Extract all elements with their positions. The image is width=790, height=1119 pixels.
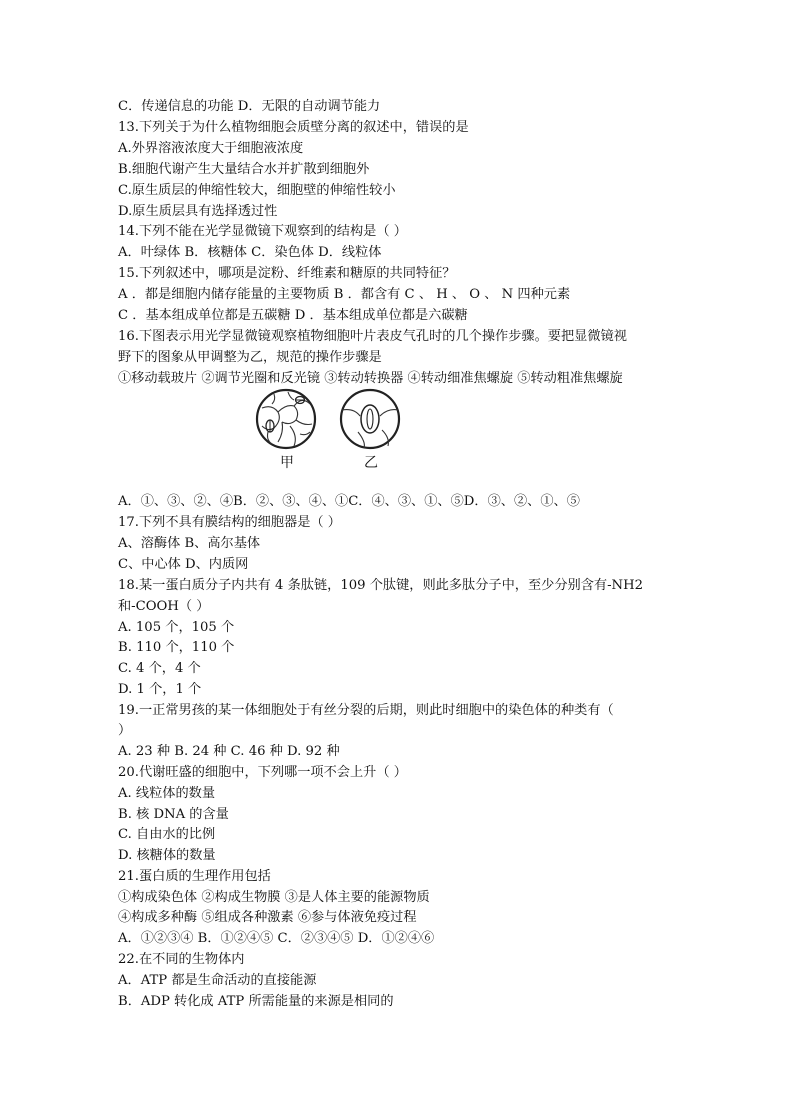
question-18: 18.某一蛋白质分子内共有 4 条肽链，109 个肽键，则此多肽分子中，至少分别含有-NH2	[118, 578, 643, 593]
option-line: A．①②③④ B．①②④⑤ C．②③④⑤ D．①②④⑥	[118, 931, 435, 946]
text-line: ①构成染色体 ②构成生物膜 ③是人体主要的能源物质	[118, 890, 430, 905]
option-line: D. 核糖体的数量	[118, 848, 216, 863]
option-line: C. 自由水的比例	[118, 827, 216, 842]
option-line: C ．基本组成单位都是五碳糖 D ．基本组成单位都是六碳糖	[118, 308, 468, 323]
question-14: 14.下列不能在光学显微镜下观察到的结构是（ ）	[118, 224, 407, 239]
option-line: A、溶酶体 B、高尔基体	[118, 536, 261, 551]
text-line: 和-COOH（ ）	[118, 599, 210, 614]
microscope-views-diagram	[254, 386, 414, 456]
question-22: 22.在不同的生物体内	[118, 952, 245, 967]
text-line: C．传递信息的功能 D．无限的自动调节能力	[118, 99, 381, 114]
option-line: A. 23 种 B. 24 种 C. 46 种 D. 92 种	[118, 744, 340, 759]
option-line: A.外界溶液浓度大于细胞液浓度	[118, 141, 304, 156]
option-line: B. 核 DNA 的含量	[118, 807, 229, 822]
option-line: B.细胞代谢产生大量结合水并扩散到细胞外	[118, 162, 370, 177]
option-line: A．①、③、②、④B．②、③、④、①C．④、③、①、⑤D．③、②、①、⑤	[118, 494, 580, 509]
question-17: 17.下列不具有膜结构的细胞器是（ ）	[118, 515, 341, 530]
option-line: A. 线粒体的数量	[118, 786, 216, 801]
text-line: ）	[118, 723, 132, 738]
option-line: A ．都是细胞内储存能量的主要物质 B ．都含有 C 、 H 、 O 、 N 四种元素	[118, 287, 571, 302]
question-15: 15.下列叙述中，哪项是淀粉、纤维素和糖原的共同特征？	[118, 266, 456, 281]
option-line: B．ADP 转化成 ATP 所需能量的来源是相同的	[118, 994, 394, 1009]
text-line: ④构成多种酶 ⑤组成各种激素 ⑥参与体液免疫过程	[118, 910, 417, 925]
option-line: B. 110 个，110 个	[118, 640, 235, 655]
option-line: A．ATP 都是生命活动的直接能源	[118, 973, 317, 988]
question-16: 16.下图表示用光学显微镜观察植物细胞叶片表皮气孔时的几个操作步骤。要把显微镜视	[118, 329, 627, 344]
figure-label-jia: 甲	[280, 455, 294, 471]
option-line: A．叶绿体 B．核糖体 C．染色体 D．线粒体	[118, 245, 382, 260]
figure-label-yi: 乙	[364, 455, 378, 471]
option-line: C、中心体 D、内质网	[118, 557, 249, 572]
question-13: 13.下列关于为什么植物细胞会质壁分离的叙述中，错误的是	[118, 120, 469, 135]
text-line: 野下的图象从甲调整为乙，规范的操作步骤是	[118, 350, 382, 365]
question-20: 20.代谢旺盛的细胞中，下列哪一项不会上升（ ）	[118, 765, 407, 780]
option-line: D.原生质层具有选择透过性	[118, 204, 278, 219]
microscope-figure	[254, 386, 414, 476]
question-19: 19.一正常男孩的某一体细胞处于有丝分裂的后期，则此时细胞中的染色体的种类有（	[118, 703, 614, 718]
option-line: C. 4 个，4 个	[118, 661, 201, 676]
option-line: D. 1 个，1 个	[118, 682, 202, 697]
option-line: A. 105 个，105 个	[118, 620, 235, 635]
steps-line: ①移动载玻片 ②调节光圈和反光镜 ③转动转换器 ④转动细准焦螺旋 ⑤转动粗准焦螺旋	[118, 371, 623, 386]
question-21: 21.蛋白质的生理作用包括	[118, 869, 271, 884]
option-line: C.原生质层的伸缩性较大，细胞壁的伸缩性较小	[118, 183, 396, 198]
